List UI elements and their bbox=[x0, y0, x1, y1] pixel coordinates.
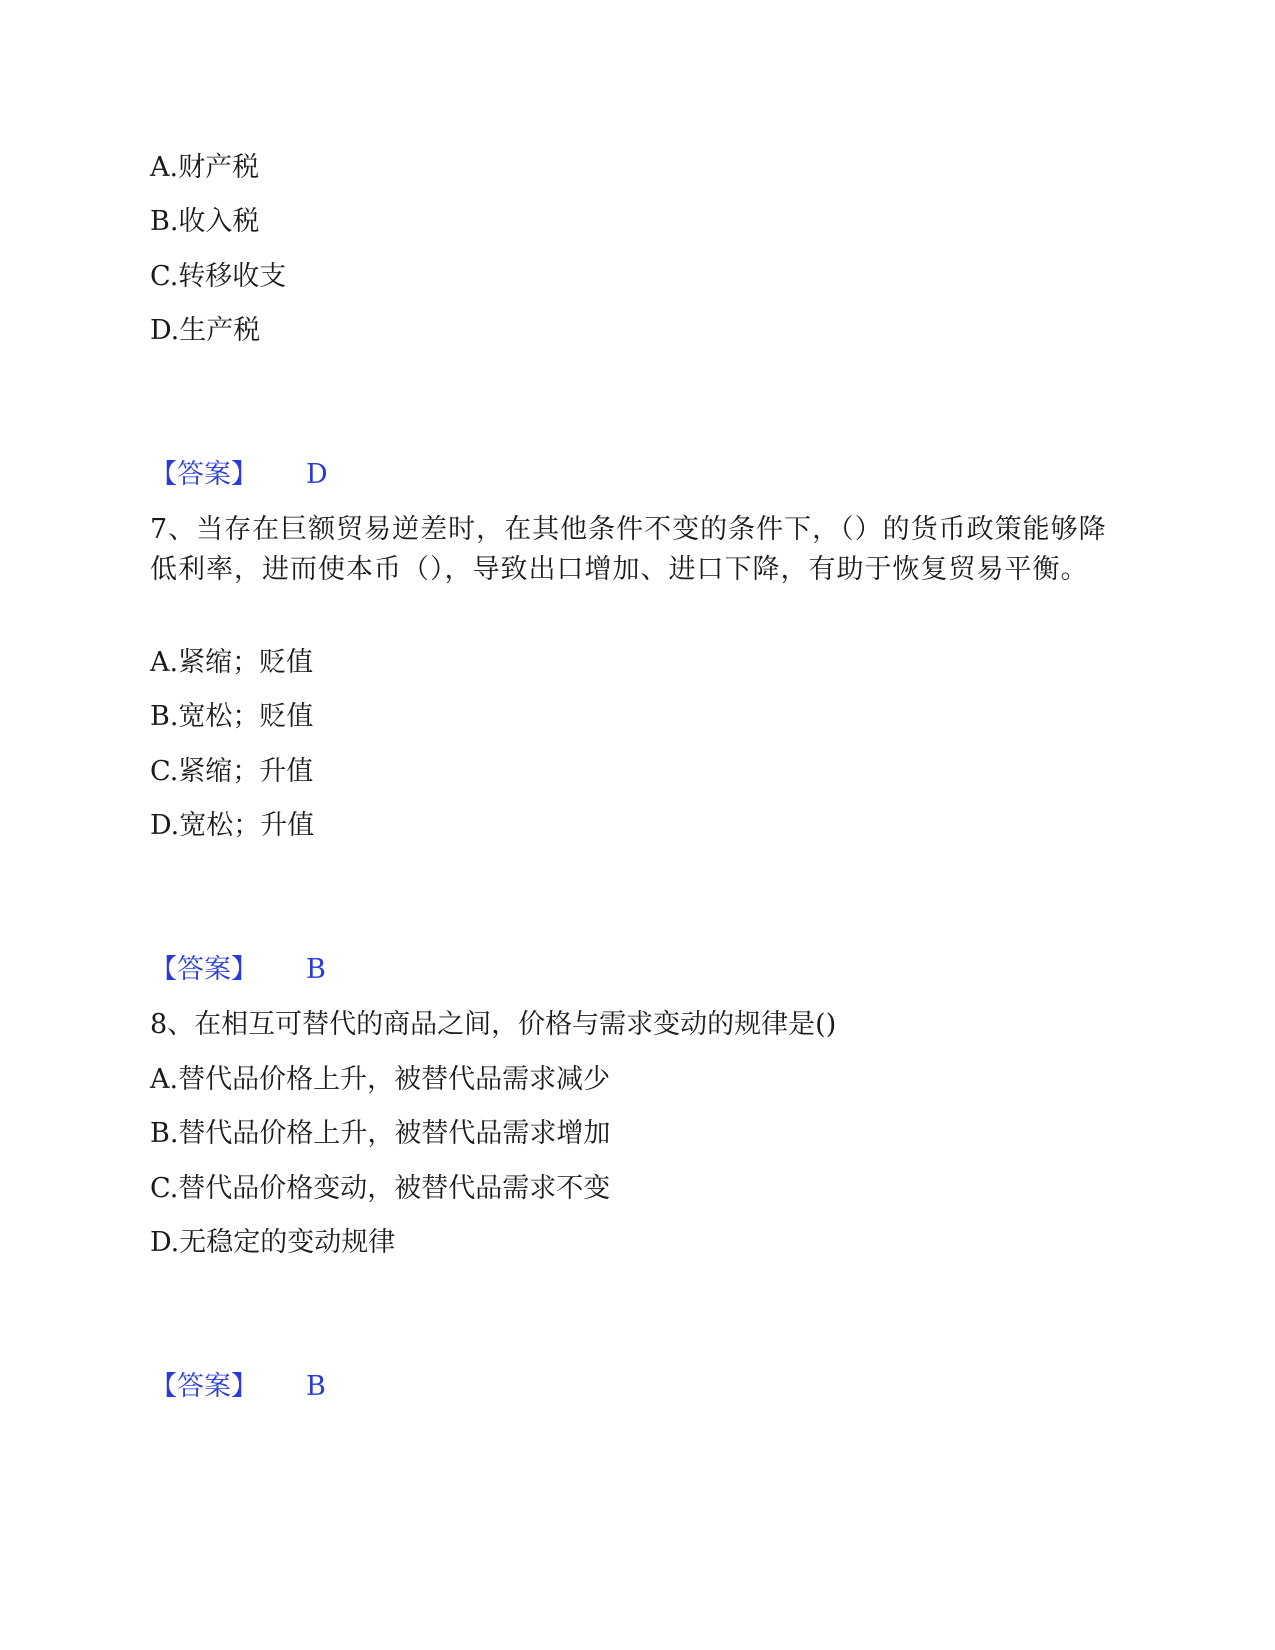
option-d: D.宽松；升值 bbox=[150, 810, 315, 841]
answer-label: 【答案】 bbox=[150, 954, 258, 985]
answer-value: B bbox=[306, 954, 326, 985]
option-a: A.财产税 bbox=[150, 152, 260, 183]
question-7-text: 7、当存在巨额贸易逆差时，在其他条件不变的条件下，（）的货币政策能够降低利率，进而使本币（），导致出口增加、进口下降，有助于恢复贸易平衡。 bbox=[150, 514, 1107, 585]
option-d: D.生产税 bbox=[150, 315, 261, 346]
option-c: C.紧缩；升值 bbox=[150, 756, 314, 787]
option-a: A.紧缩；贬值 bbox=[150, 647, 314, 678]
option-b: B.宽松；贬值 bbox=[150, 701, 314, 732]
option-d: D.无稳定的变动规律 bbox=[150, 1227, 396, 1258]
answer-value: B bbox=[306, 1371, 326, 1402]
option-c: C.替代品价格变动，被替代品需求不变 bbox=[150, 1173, 611, 1204]
answer-label: 【答案】 bbox=[150, 459, 258, 490]
answer-line bbox=[150, 950, 326, 990]
answer-line bbox=[150, 1367, 326, 1407]
option-a: A.替代品价格上升，被替代品需求减少 bbox=[150, 1064, 611, 1095]
answer-label: 【答案】 bbox=[150, 1371, 258, 1402]
option-b: B.替代品价格上升，被替代品需求增加 bbox=[150, 1118, 611, 1149]
option-b: B.收入税 bbox=[150, 206, 260, 237]
option-c: C.转移收支 bbox=[150, 261, 287, 292]
question-8-text: 8、在相互可替代的商品之间，价格与需求变动的规律是() bbox=[150, 1009, 837, 1040]
answer-value: D bbox=[306, 459, 328, 490]
answer-line bbox=[150, 455, 328, 495]
